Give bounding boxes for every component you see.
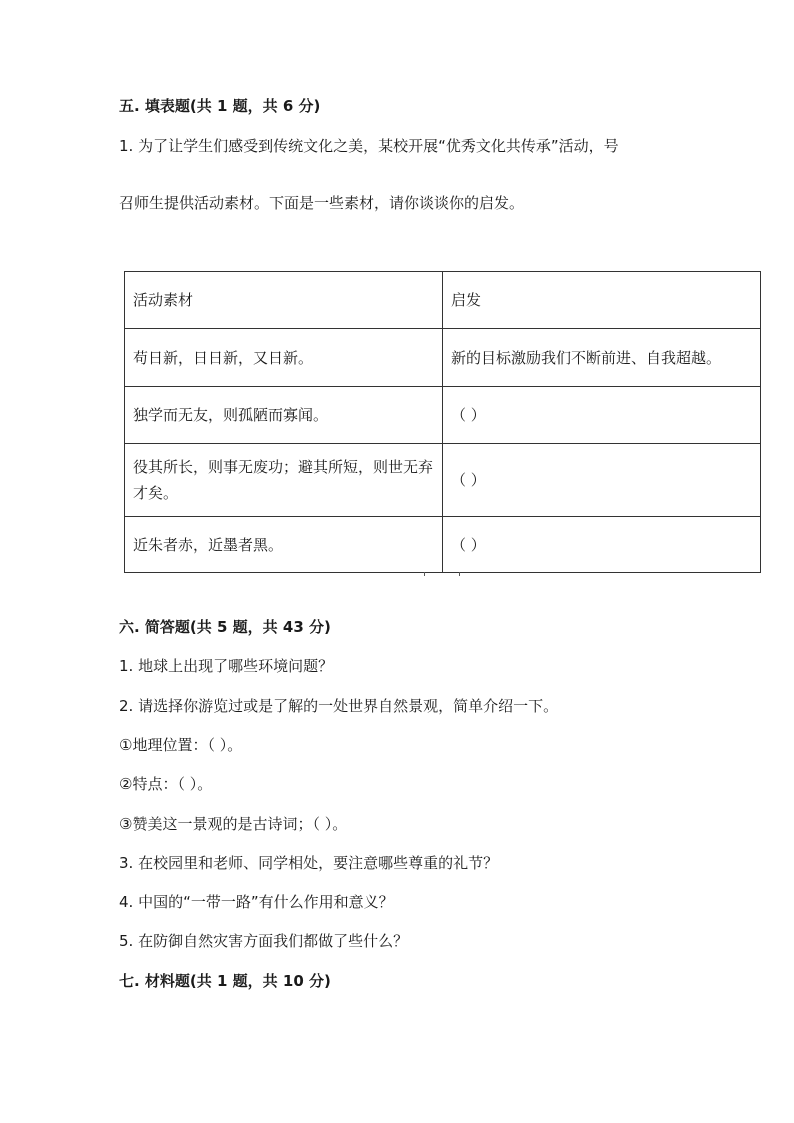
table-tick-mark (459, 572, 460, 576)
material-table (124, 271, 761, 573)
table-cell-insight-blank: （ ） (443, 517, 761, 573)
short-answer-line: 5. 在防御自然灾害方面我们都做了些什么？ (119, 932, 409, 950)
section-6-title: 六. 简答题(共 5 题，共 43 分) (119, 618, 331, 636)
short-answer-line: ③赞美这一景观的是古诗词；（ ）。 (119, 815, 348, 833)
table-header-insight: 启发 (443, 272, 761, 329)
table-row (125, 444, 761, 517)
short-answer-line: 2. 请选择你游览过或是了解的一处世界自然景观，简单介绍一下。 (119, 697, 559, 715)
table-cell-material: 近朱者赤，近墨者黑。 (125, 517, 443, 573)
table-tick-mark (424, 572, 425, 576)
short-answer-line: 3. 在校园里和老师、同学相处，要注意哪些尊重的礼节？ (119, 854, 499, 872)
short-answer-line: ②特点：（ ）。 (119, 775, 213, 793)
question-1-text-line-2: 召师生提供活动素材。下面是一些素材，请你谈谈你的启发。 (119, 194, 525, 212)
table-cell-insight-blank: （ ） (443, 387, 761, 444)
section-7-title: 七. 材料题(共 1 题，共 10 分) (119, 972, 331, 990)
table-row (125, 387, 761, 444)
question-1-text-line-1: 1. 为了让学生们感受到传统文化之美，某校开展“优秀文化共传承”活动，号 (119, 137, 619, 155)
table-row (125, 329, 761, 387)
table-header-material: 活动素材 (125, 272, 443, 329)
table-cell-material: 苟日新，日日新，又日新。 (125, 329, 443, 387)
table-cell-material: 役其所长，则事无废功；避其所短，则世无弃才矣。 (125, 444, 443, 517)
table-row (125, 517, 761, 573)
table-cell-insight: 新的目标激励我们不断前进、自我超越。 (443, 329, 761, 387)
section-5-title: 五. 填表题(共 1 题，共 6 分) (119, 97, 321, 115)
short-answer-line: 4. 中国的“一带一路”有什么作用和意义？ (119, 893, 394, 911)
table-cell-insight-blank: （ ） (443, 444, 761, 517)
short-answer-line: 1. 地球上出现了哪些环境问题？ (119, 657, 334, 675)
table-header-row (125, 272, 761, 329)
short-answer-line: ①地理位置：（ ）。 (119, 736, 243, 754)
table-cell-material: 独学而无友，则孤陋而寡闻。 (125, 387, 443, 444)
